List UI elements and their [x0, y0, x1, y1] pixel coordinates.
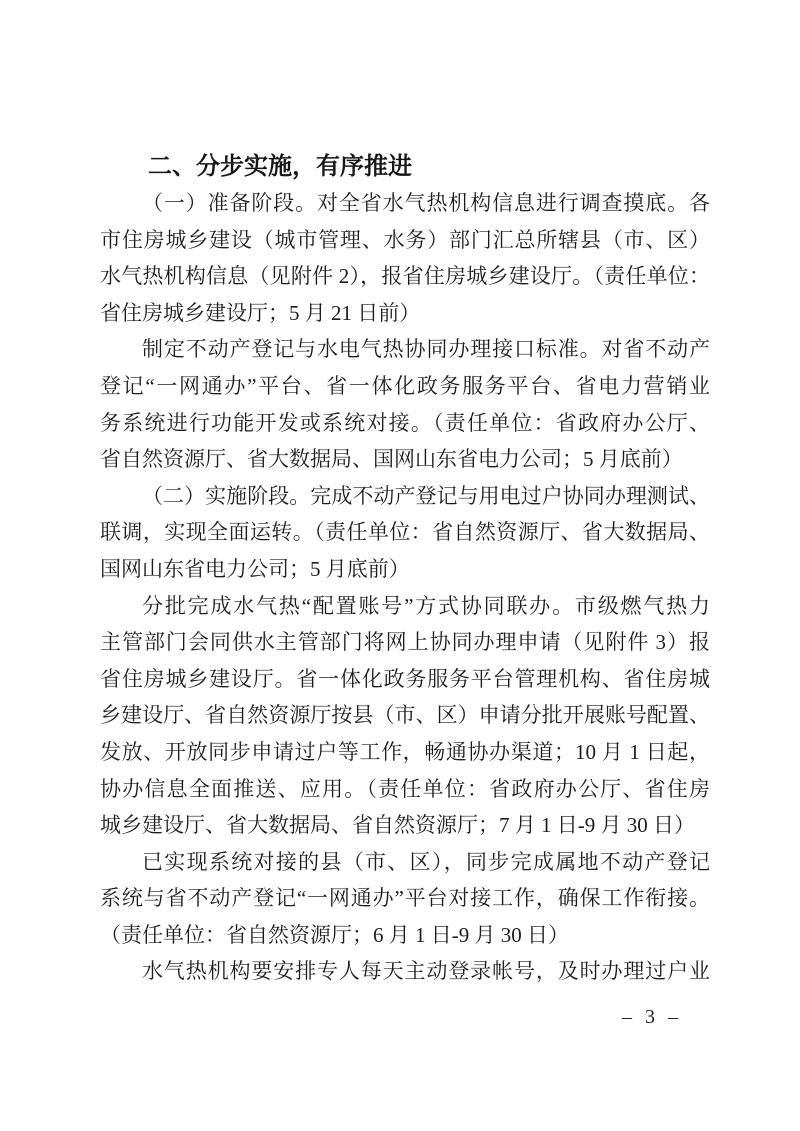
- text-line: 系统与省不动产登记“一网通办”平台对接工作，确保工作衔接。: [100, 886, 710, 911]
- text-line: 联调，实现全面运转。（责任单位：省自然资源厅、省大数据局、: [100, 520, 710, 545]
- section-heading: 二、分步实施，有序推进: [148, 153, 412, 180]
- paragraph: [100, 588, 710, 844]
- text-line: （一）准备阶段。对全省水气热机构信息进行调查摸底。各: [142, 191, 710, 215]
- text-line: 水气热机构信息（见附件 2），报省住房城乡建设厅。（责任单位：: [100, 264, 710, 289]
- text-line: 省自然资源厅、省大数据局、国网山东省电力公司；5 月底前）: [100, 447, 683, 472]
- text-line: 协办信息全面推送、应用。（责任单位：省政府办公厅、省住房: [100, 776, 710, 801]
- text-line: 城乡建设厅、省大数据局、省自然资源厅；7 月 1 日-9 月 30 日）: [100, 813, 695, 838]
- text-line: （责任单位：省自然资源厅；6 月 1 日-9 月 30 日）: [100, 922, 569, 947]
- text-line: 发放、开放同步申请过户等工作，畅通协办渠道；10 月 1 日起，: [100, 739, 710, 764]
- text-line: 水气热机构要安排专人每天主动登录帐号，及时办理过户业: [142, 959, 710, 984]
- text-line: 国网山东省电力公司；5 月底前）: [100, 556, 410, 581]
- text-line: 省住房城乡建设厅；5 月 21 日前）: [100, 300, 421, 325]
- text-line: 分批完成水气热“配置账号”方式协同联办。市级燃气热力: [142, 593, 710, 618]
- paragraph: [100, 185, 710, 331]
- text-line: 乡建设厅、省自然资源厅按县（市、区）申请分批开展账号配置、: [100, 703, 710, 728]
- paragraph: [100, 331, 710, 477]
- text-line: 主管部门会同供水主管部门将网上协同办理申请（见附件 3）报: [100, 630, 710, 655]
- text-line: 已实现系统对接的县（市、区），同步完成属地不动产登记: [142, 849, 710, 874]
- page-number: – 3 –: [622, 1006, 680, 1028]
- paragraph: [100, 844, 710, 954]
- text-line: （二）实施阶段。完成不动产登记与用电过户协同办理测试、: [142, 483, 710, 508]
- text-line: 登记“一网通办”平台、省一体化政务服务平台、省电力营销业: [100, 373, 710, 398]
- text-line: 制定不动产登记与水电气热协同办理接口标准。对省不动产: [142, 337, 710, 362]
- paragraph: [100, 478, 710, 588]
- paragraph: [100, 953, 710, 990]
- text-line: 务系统进行功能开发或系统对接。（责任单位：省政府办公厅、: [100, 410, 710, 435]
- document-body: [100, 148, 710, 990]
- text-line: 省住房城乡建设厅。省一体化政务服务平台管理机构、省住房城: [100, 666, 710, 691]
- text-line: 市住房城乡建设（城市管理、水务）部门汇总所辖县（市、区）: [100, 227, 710, 252]
